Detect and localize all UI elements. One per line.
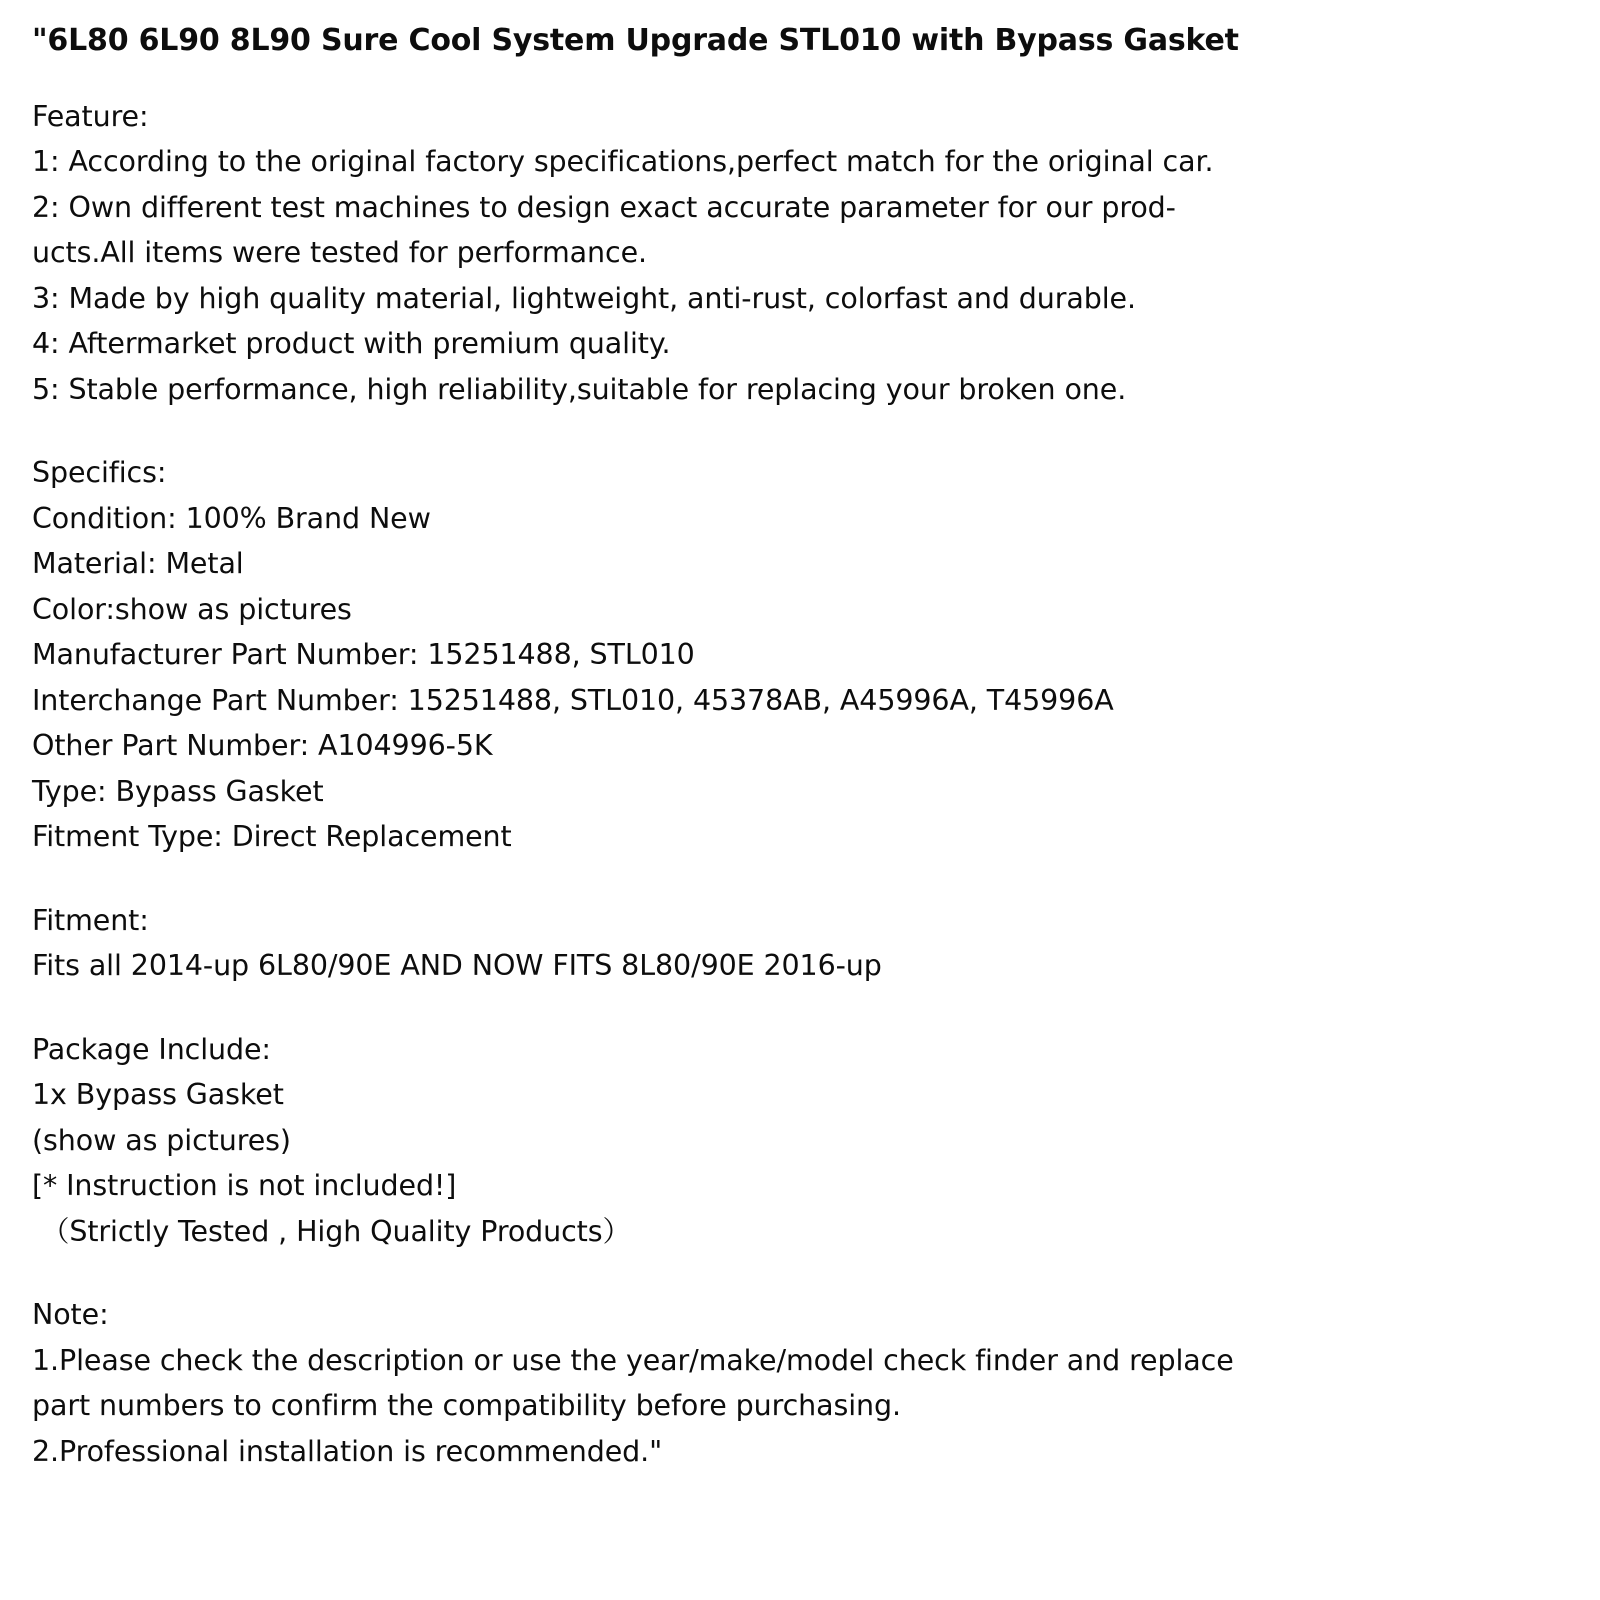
spec-condition: Condition: 100% Brand New: [32, 501, 431, 535]
section-heading: Feature:: [32, 99, 149, 133]
section-heading: Fitment:: [32, 903, 149, 937]
spec-fitment-type: Fitment Type: Direct Replacement: [32, 820, 512, 853]
fitment-line-1: Fits all 2014-up 6L80/90E AND NOW FITS 8L80/90E 2016-up: [32, 949, 882, 982]
feature-line-2: 2: Own different test machines to design exact accurate parameter for our prod-: [32, 190, 1176, 224]
note-line-1-cont: part numbers to confirm the compatibility before purchasing.: [32, 1389, 901, 1422]
spec-material: Material: Metal: [32, 547, 244, 580]
package-line-4: （Strictly Tested , High Quality Products）: [32, 1214, 631, 1248]
spec-interchange-part-number: Interchange Part Number: 15251488, STL010, 45378AB, A45996A, T45996A: [32, 683, 1114, 717]
section-heading: Note:: [32, 1298, 109, 1331]
section-note: [32, 1292, 1570, 1474]
section-fitment: [32, 898, 1570, 989]
spec-color: Color:show as pictures: [32, 592, 352, 626]
page-title: "6L80 6L90 8L90 Sure Cool System Upgrade STL010 with Bypass Gasket: [32, 23, 1239, 58]
spec-other-part-number: Other Part Number: A104996-5K: [32, 729, 493, 762]
spec-type: Type: Bypass Gasket: [32, 774, 324, 808]
feature-line-3: 3: Made by high quality material, lightweight, anti-rust, colorfast and durable.: [32, 281, 1136, 315]
section-package-include: [32, 1027, 1570, 1255]
note-line-2: 2.Professional installation is recommended.": [32, 1434, 663, 1468]
feature-line-4: 4: Aftermarket product with premium quality.: [32, 327, 671, 360]
section-heading: Package Include:: [32, 1032, 271, 1066]
feature-line-2-cont: ucts.All items were tested for performance.: [32, 236, 647, 269]
section-specifics: [32, 450, 1570, 860]
feature-line-5: 5: Stable performance, high reliability,suitable for replacing your broken one.: [32, 372, 1127, 406]
section-feature: [32, 94, 1570, 413]
package-line-2: (show as pictures): [32, 1123, 291, 1157]
package-line-1: 1x Bypass Gasket: [32, 1078, 284, 1111]
package-line-3: [* Instruction is not included!]: [32, 1169, 457, 1202]
note-line-1: 1.Please check the description or use the year/make/model check finder and replace: [32, 1343, 1234, 1377]
section-heading: Specifics:: [32, 456, 167, 489]
feature-line-1: 1: According to the original factory specifications,perfect match for the original car.: [32, 145, 1214, 178]
spec-manufacturer-part-number: Manufacturer Part Number: 15251488, STL010: [32, 638, 695, 671]
